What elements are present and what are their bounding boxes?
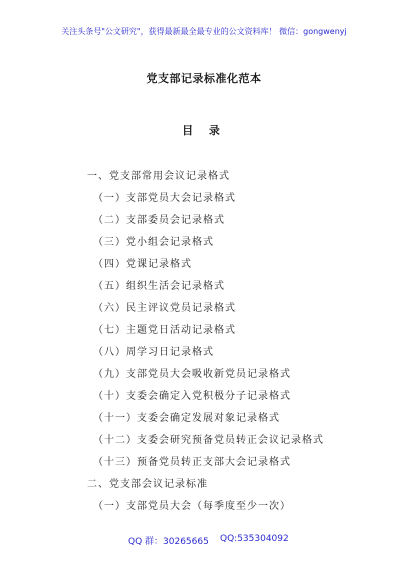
toc-item: （七）主题党日活动记录格式 bbox=[93, 325, 236, 336]
toc-item: （一）支部党员大会（每季度至少一次） bbox=[93, 501, 291, 512]
toc-item: （十）支委会确定入党积极分子记录格式 bbox=[93, 391, 291, 402]
toc-item: （九）支部党员大会吸收新党员记录格式 bbox=[93, 369, 291, 380]
toc-heading: 目 录 bbox=[182, 124, 226, 137]
toc-item: （十三）预备党员转正支部大会记录格式 bbox=[93, 457, 291, 468]
qq-group-number: QQ 群：30265665 bbox=[128, 537, 209, 547]
toc-item: （五）组织生活会记录格式 bbox=[93, 281, 225, 292]
toc-item: 二、党支部会议记录标准 bbox=[87, 479, 208, 490]
toc-item: （六）民主评议党员记录格式 bbox=[93, 303, 236, 314]
document-title: 党支部记录标准化范本 bbox=[146, 72, 262, 85]
toc-item: （四）党课记录格式 bbox=[93, 259, 192, 270]
toc-item: （二）支部委员会记录格式 bbox=[93, 215, 225, 226]
qq-number: QQ:535304092 bbox=[220, 534, 289, 544]
toc-item: （三）党小组会记录格式 bbox=[93, 237, 214, 248]
toc-item: （十一）支委会确定发展对象记录格式 bbox=[93, 413, 280, 424]
header-promo-note: 关注头条号"公文研究"，获得最新最全最专业的公文资料库！ 微信：gongwenyj bbox=[61, 27, 347, 36]
toc-item: （一）支部党员大会记录格式 bbox=[93, 193, 236, 204]
toc-item: （八）周学习日记录格式 bbox=[93, 347, 214, 358]
toc-item: 一、党支部常用会议记录格式 bbox=[87, 171, 230, 182]
toc-item: （十二）支委会研究预备党员转正会议记录格式 bbox=[93, 435, 324, 446]
